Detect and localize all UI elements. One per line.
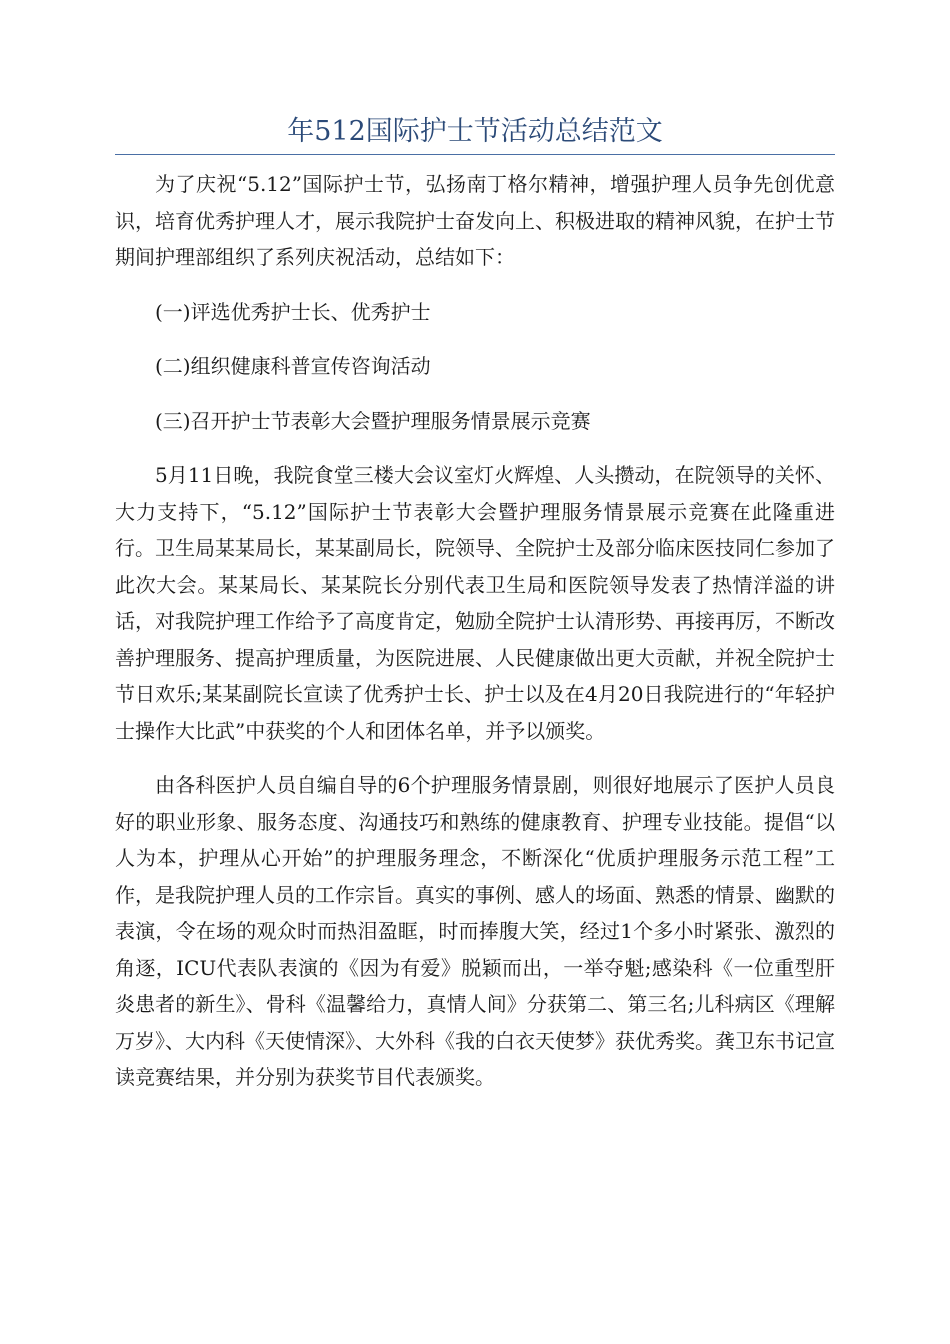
title-underline xyxy=(115,154,835,155)
list-item: (三)召开护士节表彰大会暨护理服务情景展示竞赛 xyxy=(155,408,591,433)
competition-paragraph: 由各科医护人员自编自导的6个护理服务情景剧，则很好地展示了医护人员良好的职业形象、服务态度、沟通技巧和熟练的健康教育、护理专业技能。提倡“以人为本，护理从心开始”的护理服务理念，不断深化“优质护理服务示范工程”工作，是我院护理人员的工作宗旨。真实的事例、感人的场面、熟悉的情景、幽默的表演，令在场的观众时而热泪盈眶，时而捧腹大笑，经过1个多小时紧张、激烈的角逐，ICU代表队表演的《因为有爱》脱颖而出，一举夺魁;感染科《一位重型肝炎患者的新生》、骨科《温馨给力，真情人间》分获第二、第三名;儿科病区《理解万岁》、大内科《天使情深》、大外科《我的白衣天使梦》获优秀奖。龚卫东书记宣读竞赛结果，并分别为获奖节目代表颁奖。 xyxy=(115,773,835,1089)
ceremony-paragraph: 5月11日晚，我院食堂三楼大会议室灯火辉煌、人头攒动，在院领导的关怀、大力支持下，“5.12”国际护士节表彰大会暨护理服务情景展示竞赛在此隆重进行。卫生局某某局长，某某副局长，院领导、全院护士及部分临床医技同仁参加了此次大会。某某局长、某某院长分别代表卫生局和医院领导发表了热情洋溢的讲话，对我院护理工作给予了高度肯定，勉励全院护士认清形势、再接再厉，不断改善护理服务、提高护理质量，为医院进展、人民健康做出更大贡献，并祝全院护士节日欢乐;某某副院长宣读了优秀护士长、护士以及在4月20日我院进行的“年轻护士操作大比武”中获奖的个人和团体名单，并予以颁奖。 xyxy=(115,463,835,743)
list-item: (一)评选优秀护士长、优秀护士 xyxy=(155,299,431,324)
list-item: (二)组织健康科普宣传咨询活动 xyxy=(155,354,431,378)
document-title: 年512国际护士节活动总结范文 xyxy=(287,116,663,147)
intro-paragraph: 为了庆祝“5.12”国际护士节，弘扬南丁格尔精神，增强护理人员争先创优意识，培育优秀护理人才，展示我院护士奋发向上、积极进取的精神风貌，在护士节期间护理部组织了系列庆祝活动，总结如下： xyxy=(115,172,835,269)
document-body xyxy=(115,166,835,1114)
